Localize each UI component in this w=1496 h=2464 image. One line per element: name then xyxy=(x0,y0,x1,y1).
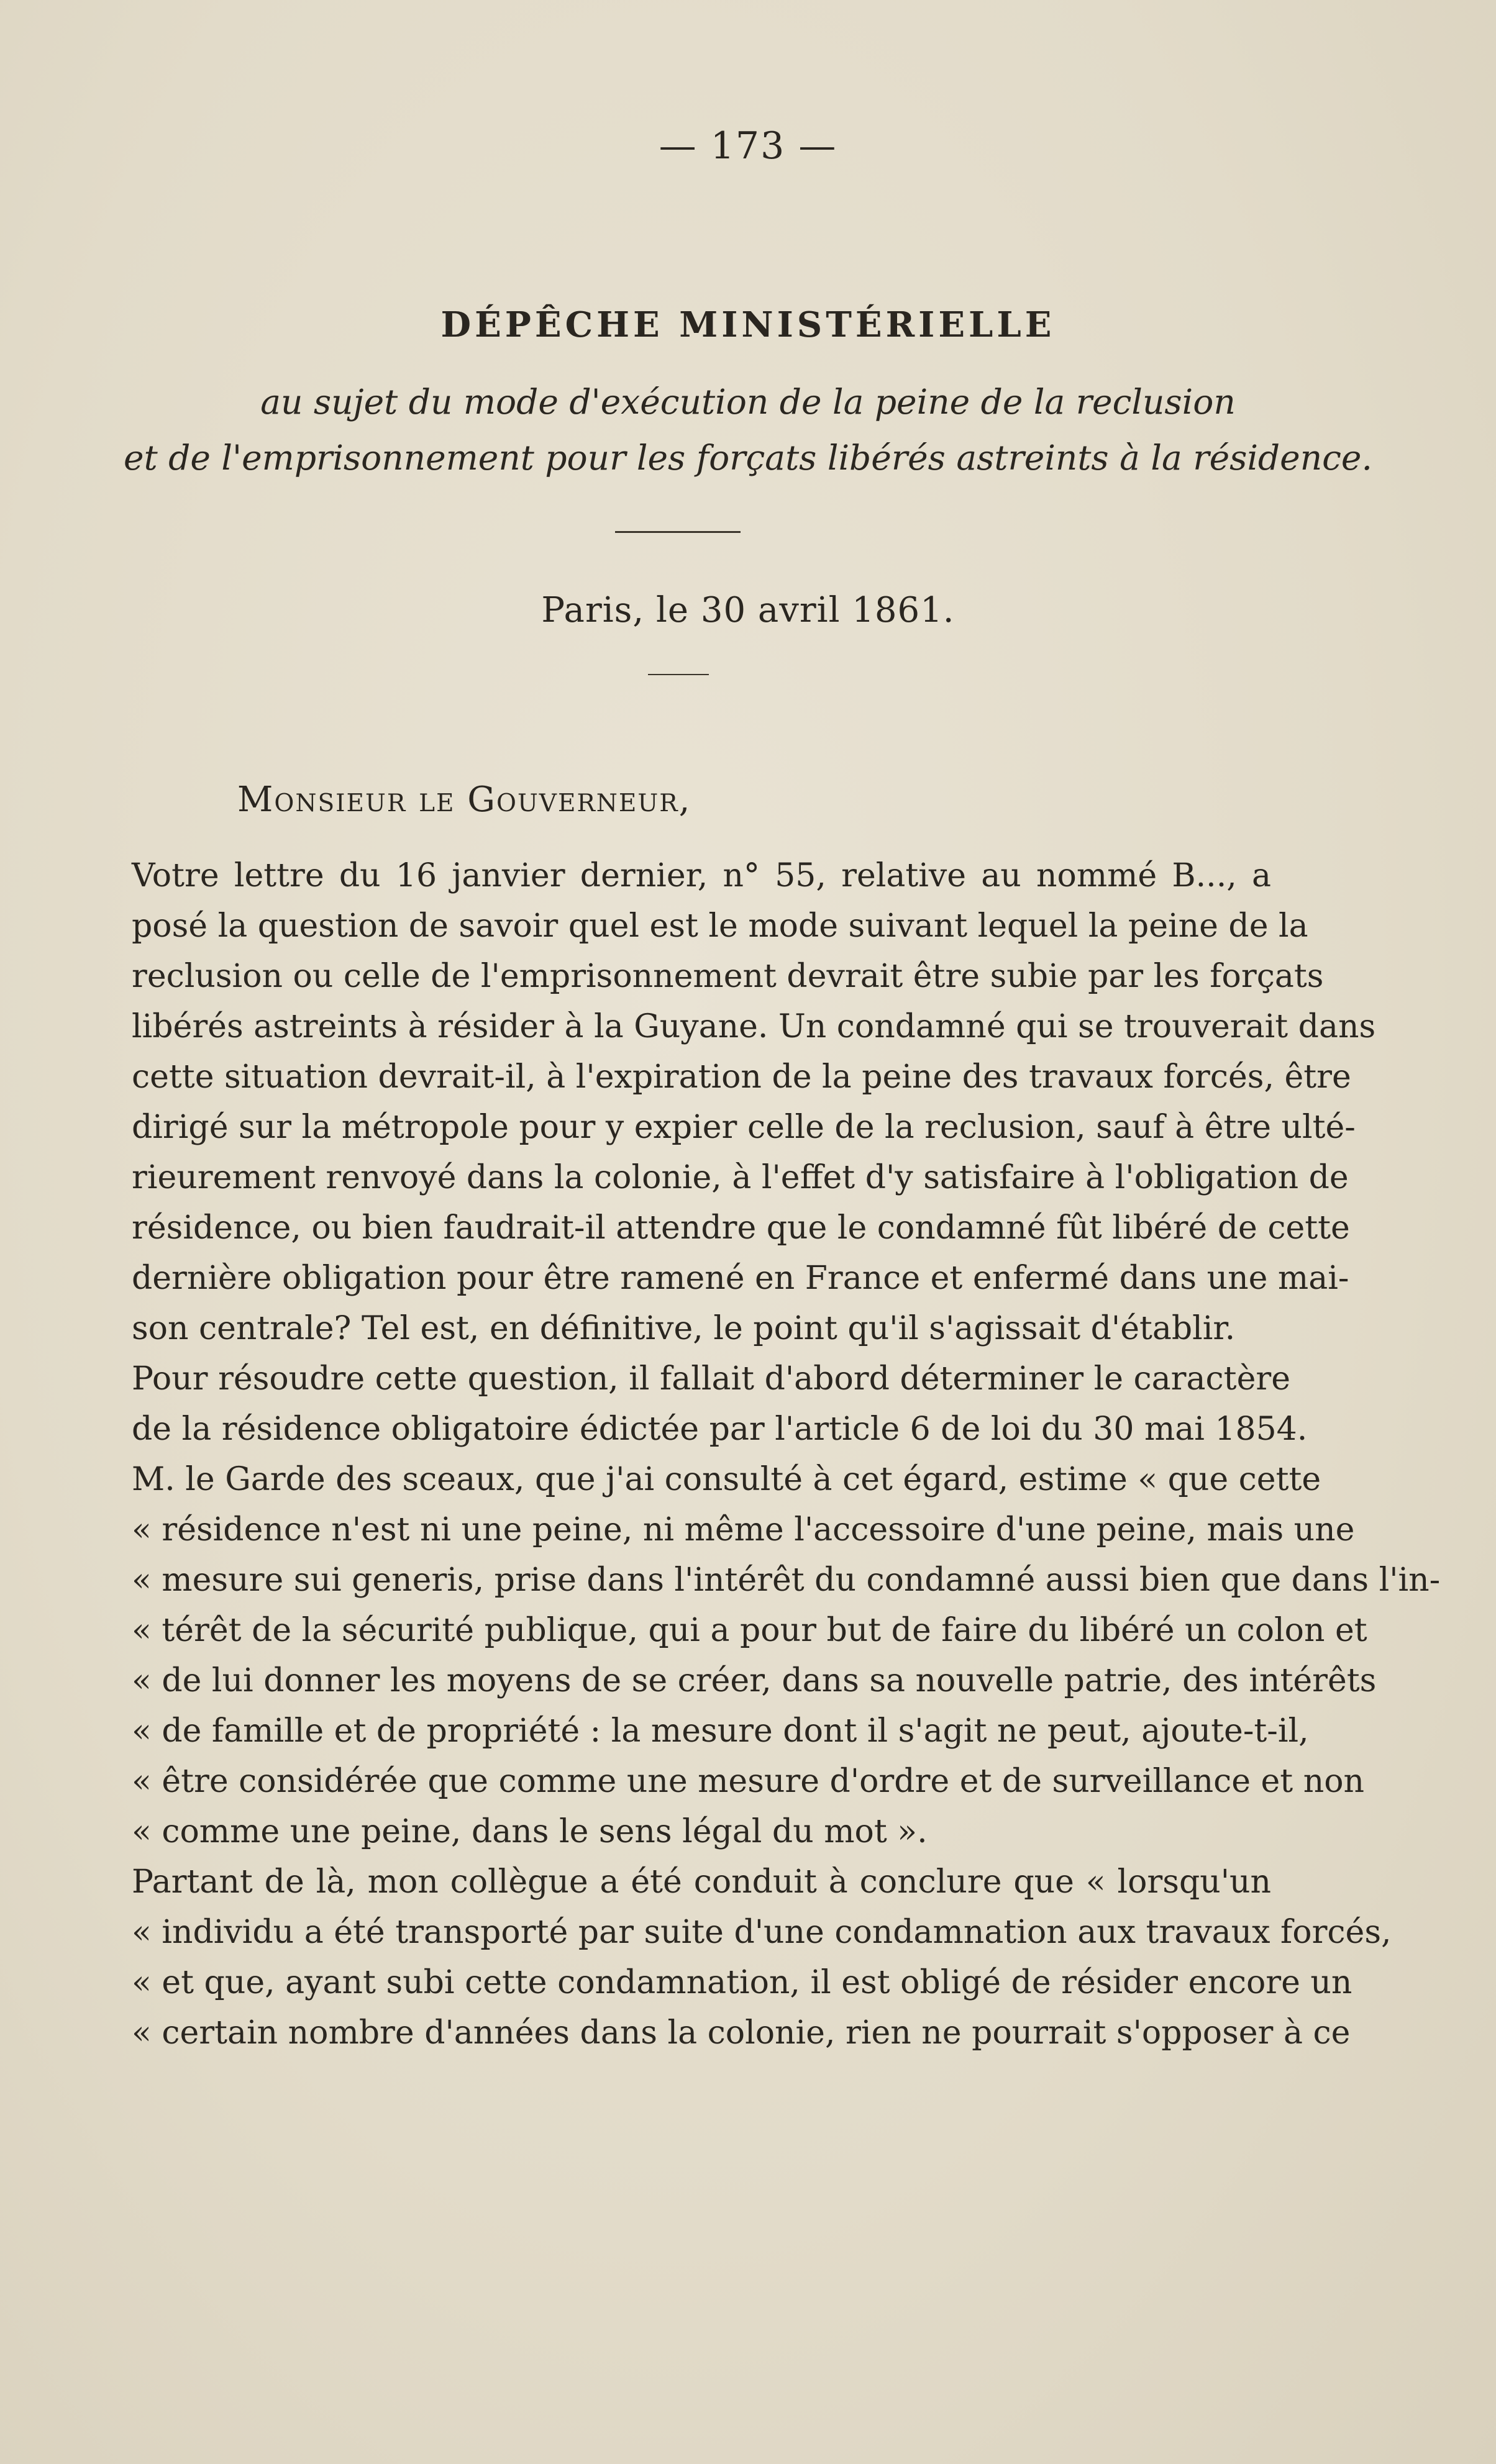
body-line: rieurement renvoyé dans la colonie, à l'effet d'y satisfaire à l'obligation de xyxy=(132,1159,1349,1196)
body-line: cette situation devrait-il, à l'expiration de la peine des travaux forcés, être xyxy=(132,1058,1351,1096)
body-line: Votre lettre du 16 janvier dernier, n° 55, relative au nommé B..., a xyxy=(132,857,1271,894)
body-line: « résidence n'est ni une peine, ni même l'accessoire d'une peine, mais une xyxy=(132,1511,1355,1548)
document-heading: DÉPÊCHE MINISTÉRIELLE xyxy=(440,304,1056,345)
body-line: de la résidence obligatoire édictée par l'article 6 de loi du 30 mai 1854. xyxy=(132,1411,1308,1448)
subtitle-line-1: au sujet du mode d'exécution de la peine de la reclusion xyxy=(260,382,1236,422)
body-line: dirigé sur la métropole pour y expier celle de la reclusion, sauf à être ulté- xyxy=(132,1109,1356,1146)
body-line: reclusion ou celle de l'emprisonnement devrait être subie par les forçats xyxy=(132,958,1324,995)
body-line: « individu a été transporté par suite d'une condamnation aux travaux forcés, xyxy=(132,1914,1392,1951)
body-line: « et que, ayant subi cette condamnation, il est obligé de résider encore un xyxy=(132,1964,1352,2001)
body-line: « de lui donner les moyens de se créer, dans sa nouvelle patrie, des intérêts xyxy=(132,1662,1377,1699)
page-number: — 173 — xyxy=(659,124,837,168)
salutation: Monsieur le Gouverneur, xyxy=(237,780,691,820)
body-line: libérés astreints à résider à la Guyane. Un condamné qui se trouverait dans xyxy=(132,1008,1376,1045)
body-line: posé la question de savoir quel est le mode suivant lequel la peine de la xyxy=(132,907,1308,945)
letter-body xyxy=(132,851,1441,2058)
body-line: « térêt de la sécurité publique, qui a pour but de faire du libéré un colon et xyxy=(132,1612,1367,1649)
separator-rule xyxy=(615,531,741,533)
body-line: dernière obligation pour être ramené en France et enfermé dans une mai- xyxy=(132,1260,1349,1297)
body-line: « être considérée que comme une mesure d'ordre et de surveillance et non xyxy=(132,1763,1364,1800)
body-line: résidence, ou bien faudrait-il attendre que le condamné fût libéré de cette xyxy=(132,1209,1350,1247)
body-line: « certain nombre d'années dans la colonie, rien ne pourrait s'opposer à ce xyxy=(132,2014,1351,2052)
short-separator-rule xyxy=(648,674,709,675)
dateline: Paris, le 30 avril 1861. xyxy=(541,590,955,630)
body-line: « comme une peine, dans le sens légal du mot ». xyxy=(132,1813,928,1850)
body-line: « de famille et de propriété : la mesure dont il s'agit ne peut, ajoute-t-il, xyxy=(132,1712,1309,1750)
subtitle-line-2: et de l'emprisonnement pour les forçats libérés astreints à la résidence. xyxy=(124,438,1372,478)
body-line: Partant de là, mon collègue a été conduit à conclure que « lorsqu'un xyxy=(132,1863,1271,1901)
body-line: son centrale? Tel est, en définitive, le point qu'il s'agissait d'établir. xyxy=(132,1310,1236,1347)
body-line: « mesure sui generis, prise dans l'intérêt du condamné aussi bien que dans l'in- xyxy=(132,1562,1441,1599)
body-line: M. le Garde des sceaux, que j'ai consulté à cet égard, estime « que cette xyxy=(132,1461,1321,1498)
body-line: Pour résoudre cette question, il fallait d'abord déterminer le caractère xyxy=(132,1360,1290,1398)
